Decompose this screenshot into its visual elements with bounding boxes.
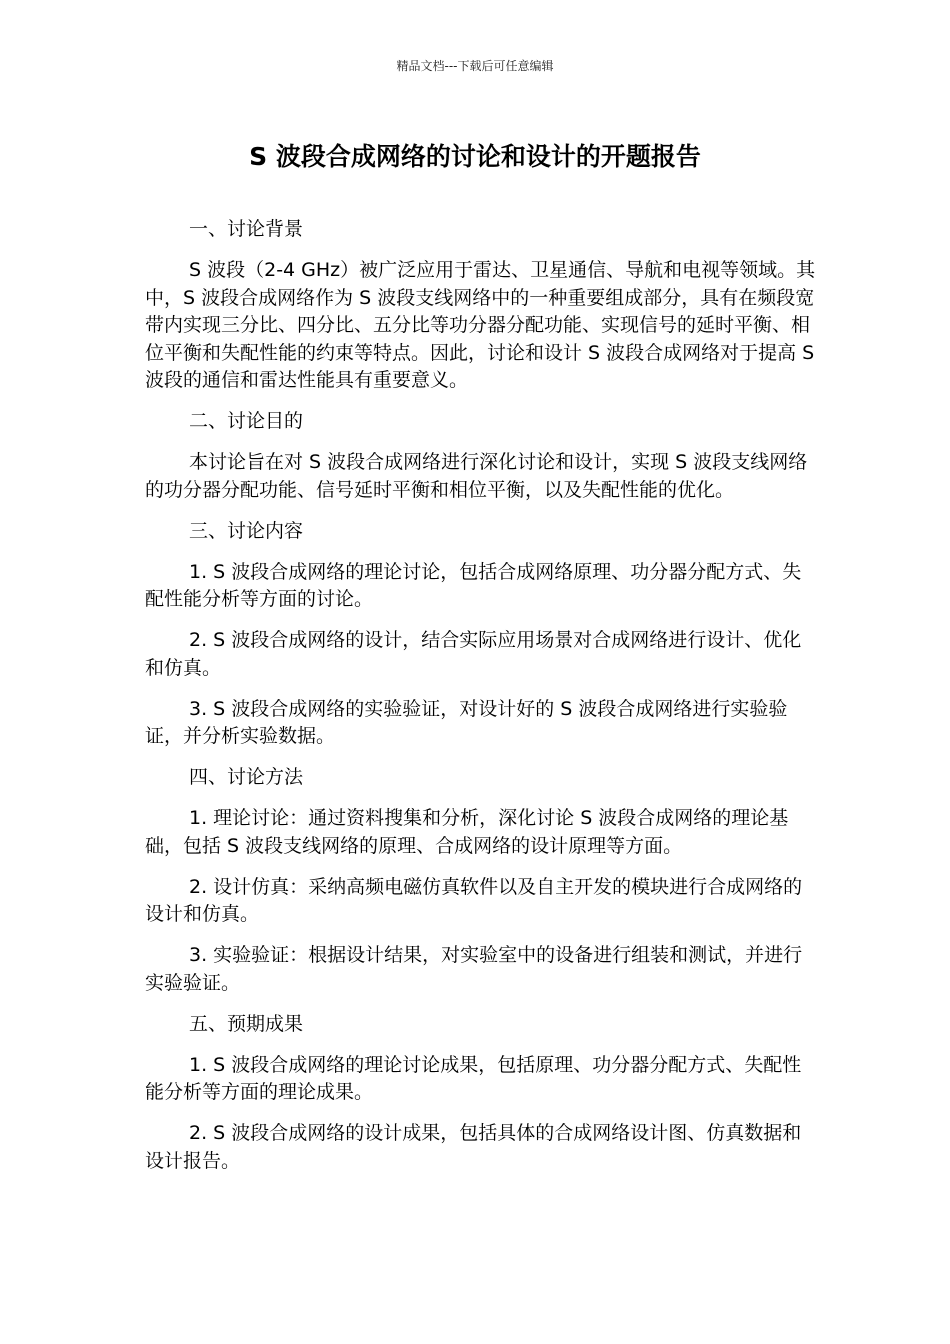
paragraph-purpose: 本讨论旨在对 S 波段合成网络进行深化讨论和设计，实现 S 波段支线网络的功分器分配功能、信号延时平衡和相位平衡，以及失配性能的优化。 [145, 451, 808, 501]
method-item-3: 3. 实验验证：根据设计结果，对实验室中的设备进行组装和测试，并进行实验验证。 [145, 944, 803, 994]
content-item-1: 1. S 波段合成网络的理论讨论，包括合成网络原理、功分器分配方式、失配性能分析等方面的讨论。 [145, 560, 802, 610]
content-item-3: 3. S 波段合成网络的实验验证，对设计好的 S 波段合成网络进行实验验证，并分析实验数据。 [145, 697, 788, 747]
section-heading-background: 一、讨论背景 [189, 218, 304, 240]
section-heading-content: 三、讨论内容 [189, 519, 304, 542]
method-item-2: 2. 设计仿真：采纳高频电磁仿真软件以及自主开发的模块进行合成网络的设计和仿真。 [145, 875, 803, 925]
content-item-2: 2. S 波段合成网络的设计，结合实际应用场景对合成网络进行设计、优化和仿真。 [145, 629, 802, 679]
paragraph-background: S 波段（2-4 GHz）被广泛应用于雷达、卫星通信、导航和电视等领域。其中，S 波段合成网络作为 S 波段支线网络中的一种重要组成部分，具有在频段宽带内实现三分比、四分比、五分比等功分器分配功能、实现信号的延时平衡、相位平衡和失配性能的约束等特点。因此，讨论和设计 S 波段合成网络对于提高 S 波段的通信和雷达性能具有重要意义。 [145, 259, 816, 391]
document-body [145, 216, 817, 1189]
results-item-1: 1. S 波段合成网络的理论讨论成果，包括原理、功分器分配方式、失配性能分析等方面的理论成果。 [145, 1053, 802, 1103]
document-title: S 波段合成网络的讨论和设计的开题报告 [249, 142, 701, 171]
section-heading-method: 四、讨论方法 [189, 766, 304, 788]
section-heading-results: 五、预期成果 [189, 1012, 304, 1035]
section-heading-purpose: 二、讨论目的 [189, 410, 304, 432]
method-item-1: 1. 理论讨论：通过资料搜集和分析，深化讨论 S 波段合成网络的理论基础，包括 S 波段支线网络的原理、合成网络的设计原理等方面。 [145, 807, 789, 857]
header-note: 精品文档---下载后可任意编辑 [396, 59, 554, 73]
results-item-2: 2. S 波段合成网络的设计成果，包括具体的合成网络设计图、仿真数据和设计报告。 [145, 1122, 802, 1172]
